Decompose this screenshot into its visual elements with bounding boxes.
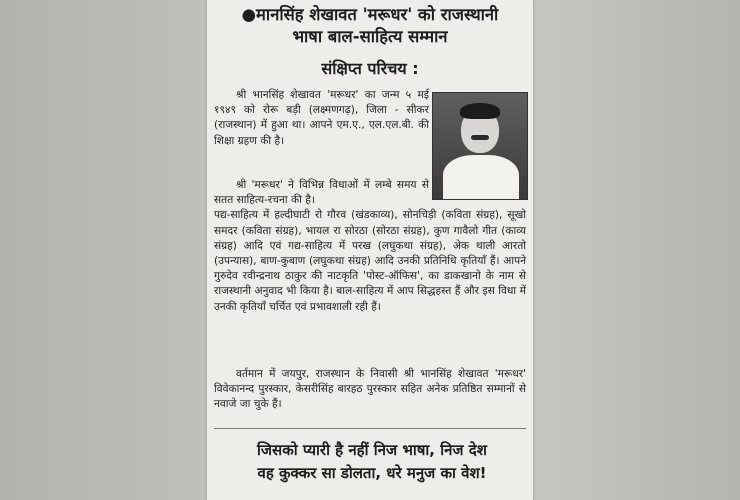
article-subtitle: संक्षिप्त परिचय : (321, 59, 419, 78)
quote-box (229, 439, 515, 485)
paragraph-birth: श्री भानसिंह शेखावत 'मरूधर' का जन्म ५ मई १९४९ को रोरू बड़ी (लक्ष्मणगढ़), जिला - सीकर (राजस्थान) में हुआ था। आपने एम.ए., एल.एल.बी. की शिक्षा ग्रहण की है। (214, 89, 429, 147)
quote-line-2: वह कुक्कर सा डोलता, धरे मनुज का वेश! (257, 464, 487, 482)
paragraph-works (214, 178, 526, 315)
paragraph-residence: वर्तमान में जयपुर, राजस्थान के निवासी श्री भानसिंह शेखावत 'मरूधर' विवेकानन्द पुरस्कार, केसरीसिंह बारहठ पुरस्कार सहित अनेक प्रतिष्ठित सम्मानों से नवाजे जा चुके हैं। (214, 368, 526, 411)
article-title-line-1: ●मानसिंह शेखावत 'मरूधर' को राजस्थानी (241, 5, 499, 24)
paragraph-works-body: पद्य-साहित्य में हल्दीघाटी रो गौरव (खंडकाव्य), सोनचिड़ी (कविता संग्रह), सूखो समदर (कविता संग्रह), भायल रा सोरठा (सोरठा संग्रह), कुण गावैलो गीत (काव्य संग्रह) आदि एवं गद्य-साहित्य में परख (लघुकथा संग्रह), अेक थाली आरतो (उपन्यास), बाण-कुबाण (लघुकथा संग्रह) आदि उनकी प्रतिनिधि कृतियाँ हैं। आपने गुरुदेव रवीन्द्रनाथ ठाकुर की नाटकृति 'पोस्ट-ऑफिस', का डाकखानो के नाम से राजस्थानी अनुवाद भी किया है। बाल-साहित्य में आप सिद्धहस्त हैं और इस विधा में उनकी कृतियाँ चर्चित एवं प्रभावशाली रही हैं। (214, 209, 526, 313)
newspaper-clipping (207, 0, 533, 500)
divider (214, 428, 526, 429)
left-background (0, 0, 207, 500)
right-background (533, 0, 740, 500)
photo-moustache (471, 135, 489, 140)
paragraph-works-intro: श्री 'मरूधर' ने विभिन्न विधाओं में लम्बे समय से सतत साहित्य-रचना की है। (214, 179, 429, 207)
article-title-line-2: भाषा बाल-साहित्य सम्मान (292, 27, 448, 46)
photo-hair (460, 103, 500, 119)
quote-line-1: जिसको प्यारी है नहीं निज भाषा, निज देश (257, 441, 487, 459)
